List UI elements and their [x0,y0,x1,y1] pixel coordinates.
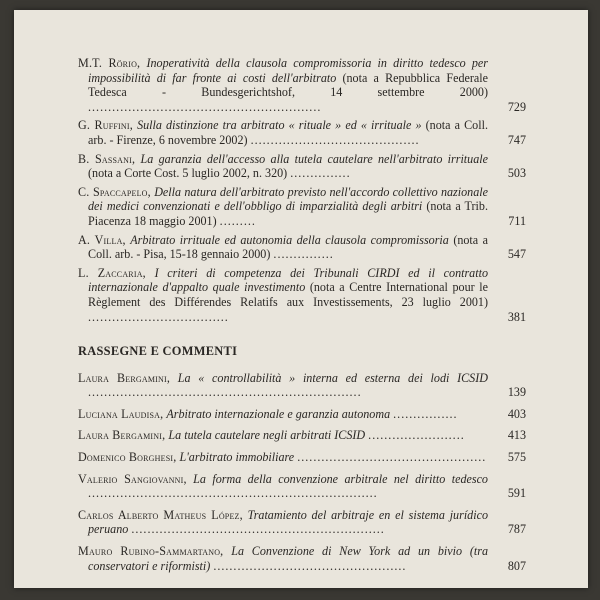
section-heading: RASSEGNE E COMMENTI [78,344,238,359]
leader-dots: ............................................... [297,450,487,465]
toc-entry [78,152,526,181]
entry-title: Arbitrato internazionale e garanzia autonoma [166,406,391,421]
entry-author: B. Sassani, [78,151,136,166]
toc-entry [78,118,526,147]
toc-entry [78,185,526,229]
rassegne-section [78,371,526,574]
entry-author: A. Villa, [78,232,126,247]
entry-author: Luciana Laudisa, [78,406,164,421]
toc-entry [78,56,526,114]
page-number: 413 [507,428,526,443]
page-number: 747 [507,132,526,147]
leader-dots: ........................................................................ [88,486,378,501]
leader-dots: ......... [219,213,256,228]
entry-note: (nota a Centre International pour le Règlement des Différendes Relatifs aux Investissements, 23 luglio 2001) [88,280,488,309]
toc-entry [78,450,526,465]
entry-title: La « controllabilità » interna ed esterna dei lodi ICSID [177,370,488,385]
entry-title: Inoperatività della clausola compromissoria in diritto tedesco per impossibilità di far fronte ai costi dell'arbitrato [88,56,488,85]
toc-entry [78,472,526,501]
leader-dots: .................................................................... [88,385,362,400]
toc-entry [78,508,526,537]
entry-author: Laura Bergamini, [78,428,166,443]
leader-dots: .......................................... [250,132,420,147]
toc-entry [78,428,526,443]
entry-title: La tutela cautelare negli arbitrati ICSID [168,428,366,443]
entry-note: (nota a Coll. arb. - Pisa, 15-18 gennaio 2000) [88,232,488,262]
table-of-contents [78,56,526,580]
leader-dots: .......................................................... [88,99,322,114]
leader-dots: ........................ [368,428,465,443]
leader-dots: ................................................ [213,558,407,573]
entry-author: Mauro Rubino-Sammartano, [78,544,224,559]
entry-author: G. Ruffini, [78,118,133,133]
entry-author: Valerio Sangiovanni, [78,471,187,486]
entry-author: Laura Bergamini, [78,370,171,385]
page-number: 575 [507,450,526,465]
entry-title: L'arbitrato immobiliare [179,450,295,465]
entry-title: Della natura dell'arbitrato previsto nell'accordo collettivo nazionale dei medici convenzionati e dell'obbligo di imparzialità degli arbitri [88,184,488,214]
entry-note: (nota a Corte Cost. 5 luglio 2002, n. 320) [88,166,288,181]
entry-title: La forma della convenzione arbitrale nel diritto tedesco [193,471,488,486]
page-number: 403 [507,406,526,421]
entry-title: Sulla distinzione tra arbitrato « rituale » ed « irrituale » [137,118,422,133]
entry-author: M.T. Rörio, [78,56,141,70]
toc-entry [78,544,526,573]
leader-dots: ............... [273,247,334,262]
page-number: 139 [507,385,526,400]
entry-title: Arbitrato irrituale ed autonomia della clausola compromissoria [130,232,449,247]
page-number: 729 [507,99,526,114]
entry-author: Carlos Alberto Matheus López, [78,507,243,522]
entry-author: C. Spaccapelo, [78,184,151,199]
entry-note: (nota a Trib. Piacenza 18 maggio 2001) [88,199,488,228]
leader-dots: ............... [290,166,351,181]
toc-entry [78,266,526,324]
entry-author: Domenico Borghesi, [78,450,177,465]
toc-entry [78,407,526,422]
entry-title: La garanzia dell'accesso alla tutela cautelare nell'arbitrato irrituale [140,151,488,166]
page-number: 591 [507,486,526,501]
leader-dots: ............................................................... [131,522,385,537]
page-number: 711 [508,213,526,228]
leader-dots: ................ [393,406,458,421]
entry-title: La Convenzione di New York ad un bivio (tra conservatori e riformisti) [88,544,488,573]
page-number: 547 [507,247,526,262]
page-number: 381 [507,309,526,324]
leader-dots: ................................... [88,309,229,324]
book-page [14,10,588,588]
entry-title: I criteri di competenza dei Tribunali CIRDI ed il contratto internazionale d'appalto quale investimento [88,265,488,295]
page-number: 787 [507,522,526,537]
entry-title: Tratamiento del arbitraje en el sistema jurídico peruano [88,507,488,537]
page-number: 807 [507,558,526,573]
entry-note: (nota a Coll. arb. - Firenze, 6 novembre 2002) [88,118,488,147]
entry-note: (nota a Repubblica Federale Tedesca - Bundesgerichtshof, 14 settembre 2000) [88,70,488,100]
entry-author: L. Zaccaria, [78,265,146,280]
toc-entry [78,371,526,400]
page-number: 503 [507,166,526,181]
toc-entry [78,233,526,262]
